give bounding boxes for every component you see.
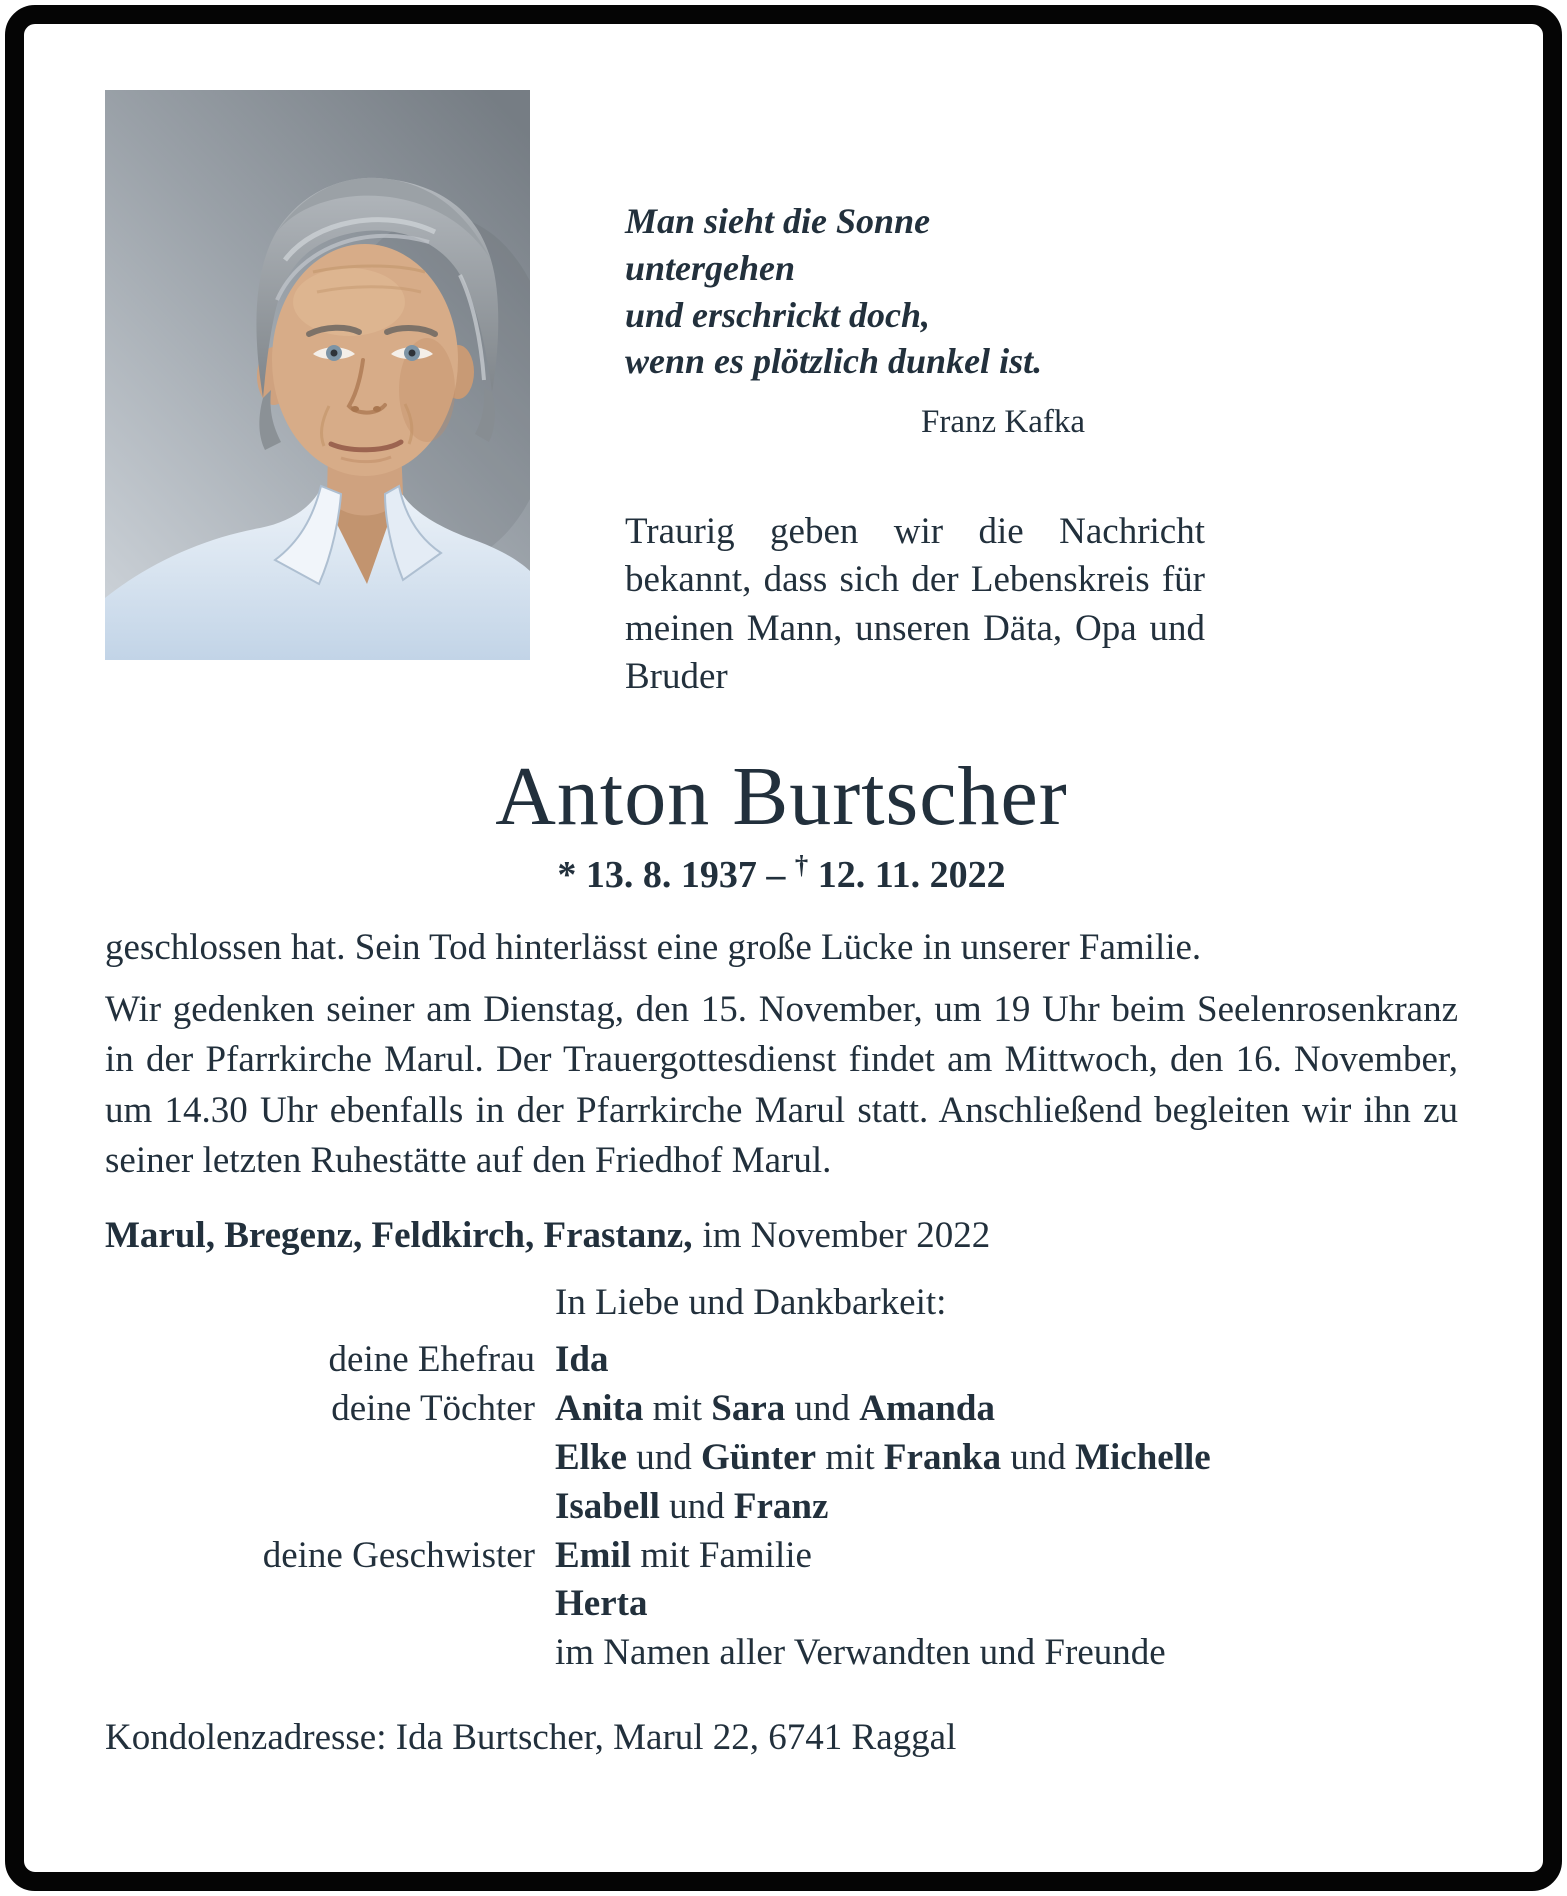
- obituary-content: [24, 24, 1543, 1872]
- family-relation-label: [105, 1483, 555, 1532]
- quote-line: wenn es plötzlich dunkel ist.: [625, 341, 1043, 382]
- dateline-places: Marul, Bregenz, Feldkirch, Frastanz,: [105, 1215, 693, 1257]
- family-relation-label: deine Töchter: [331, 1388, 535, 1430]
- quote-attribution: Franz Kafka: [920, 404, 1085, 441]
- top-section: [105, 90, 1458, 750]
- quote-line: Man sieht die Sonne untergehen: [625, 201, 931, 288]
- family-row: [105, 1336, 1458, 1385]
- portrait-photo: [105, 90, 530, 660]
- family-names: im Namen aller Verwandten und Freunde: [555, 1632, 1166, 1674]
- family-names: Isabell und Franz: [555, 1485, 829, 1527]
- condolence-line: Kondolenzadresse: Ida Burtscher, Marul 22, 6741 Raggal: [105, 1717, 957, 1759]
- family-names: Ida: [555, 1339, 609, 1381]
- family-row: [105, 1385, 1458, 1434]
- family-relation-label: deine Ehefrau: [328, 1339, 535, 1381]
- family-relation-label: [105, 1580, 555, 1629]
- family-relation-label: deine Geschwister: [262, 1534, 535, 1576]
- dateline: [105, 1214, 1458, 1257]
- obituary-paragraph-1: geschlossen hat. Sein Tod hinterlässt eine große Lücke in unserer Familie.: [105, 926, 1202, 968]
- death-symbol: †: [794, 849, 809, 880]
- intro-paragraph: Traurig geben wir die Nachricht bekannt, dass sich der Lebenskreis für meinen Mann, unseren Däta, Opa und Bruder: [625, 511, 1205, 698]
- quote-block: [625, 198, 1095, 444]
- family-row: [105, 1629, 1458, 1678]
- family-relation-label: [105, 1629, 555, 1678]
- deceased-name: Anton Burtscher: [495, 750, 1068, 843]
- family-row: [105, 1483, 1458, 1532]
- family-row: [105, 1580, 1458, 1629]
- dateline-date: im November 2022: [702, 1215, 991, 1257]
- family-names: Herta: [555, 1583, 648, 1625]
- family-row: [105, 1434, 1458, 1483]
- portrait-illustration: [105, 90, 530, 660]
- birth-symbol: *: [557, 853, 577, 896]
- family-names: Anita mit Sara und Amanda: [555, 1388, 995, 1430]
- family-relation-label: [105, 1434, 555, 1483]
- obituary-paragraph-2: Wir gedenken seiner am Dienstag, den 15. November, um 19 Uhr beim Seelenrosenkranz in der Pfarrkirche Marul. Der Trauergottesdienst findet am Mittwoch, den 16. November, um 14.30 Uhr ebenfalls in der Pfarrkirche Marul statt. Anschließend begleiten wir ihn zu seiner letzten Ruhestätte auf den Friedhof Marul.: [105, 989, 1458, 1181]
- family-row: [105, 1532, 1458, 1581]
- birth-date: 13. 8. 1937: [585, 853, 757, 896]
- family-names: Emil mit Familie: [555, 1534, 812, 1576]
- dates-separator: –: [766, 853, 786, 896]
- death-date: 12. 11. 2022: [817, 853, 1006, 896]
- family-list: [105, 1336, 1458, 1678]
- closing-line: In Liebe und Dankbarkeit:: [555, 1282, 947, 1324]
- family-names: Elke und Günter mit Franka und Michelle: [555, 1436, 1211, 1478]
- life-dates: [105, 849, 1458, 897]
- quote-line: und erschrickt doch,: [625, 294, 931, 335]
